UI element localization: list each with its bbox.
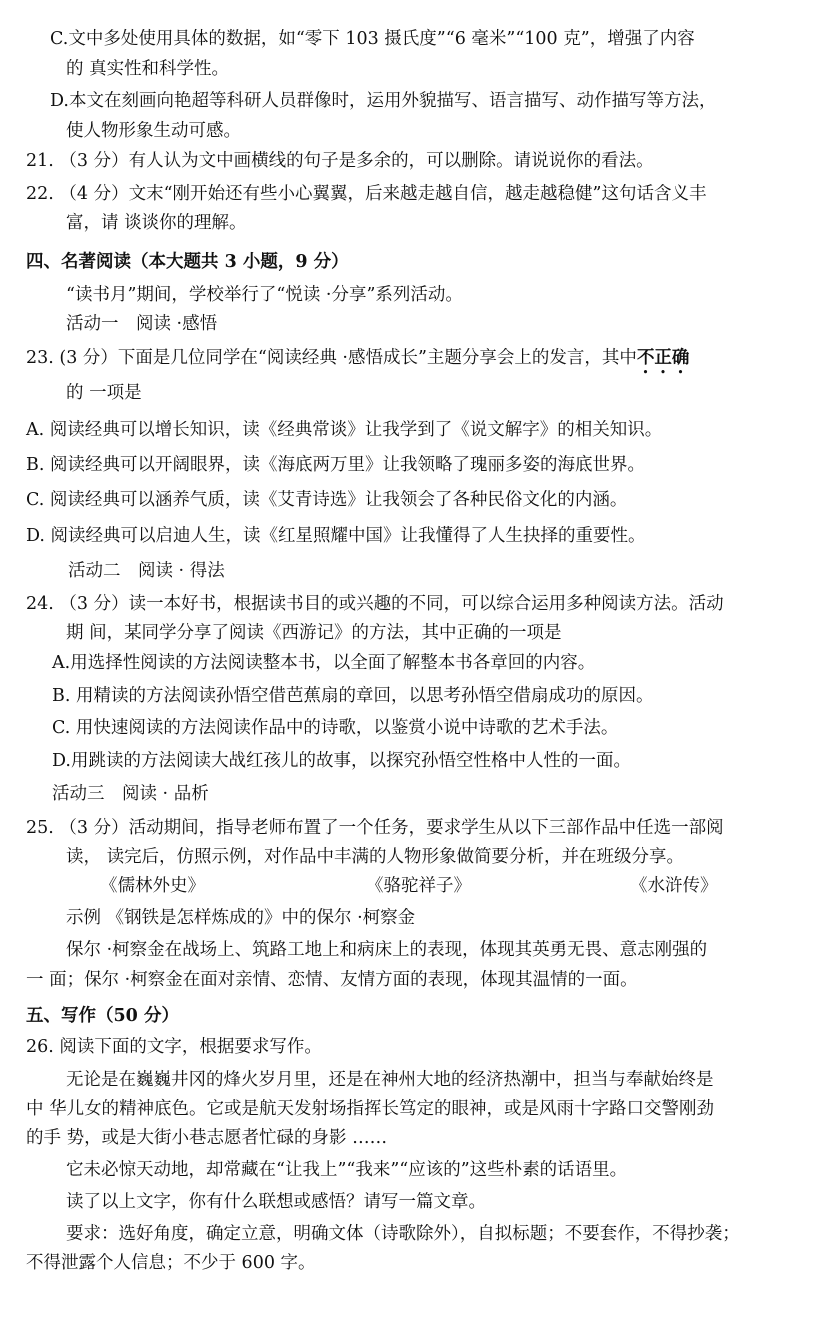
question-24-option-b: B. 用精读的方法阅读孙悟空借芭蕉扇的章回，以思考孙悟空借扇成功的原因。 — [52, 686, 654, 706]
q20-option-c-line2: 的 真实性和科学性。 — [66, 59, 230, 79]
question-26-requirements-line2: 不得泄露个人信息；不少于 600 字。 — [26, 1253, 316, 1273]
question-23-line1 — [26, 346, 689, 378]
question-24-line1: 24. （3 分）读一本好书，根据读书目的或兴趣的不同，可以综合运用多种阅读方法。活动 — [26, 594, 724, 614]
question-24-option-c: C. 用快速阅读的方法阅读作品中的诗歌，以鉴赏小说中诗歌的艺术手法。 — [52, 718, 619, 738]
section-4-intro: “读书月”期间，学校举行了“悦读 ·分享”系列活动。 — [66, 285, 463, 305]
question-23-option-d: D. 阅读经典可以启迪人生，读《红星照耀中国》让我懂得了人生抉择的重要性。 — [26, 526, 646, 546]
question-25-analysis-line2: 一 面；保尔 ·柯察金在面对亲情、恋情、友情方面的表现，体现其温情的一面。 — [26, 970, 638, 990]
question-22-line2: 富，请 谈谈你的理解。 — [66, 213, 247, 233]
question-23-stem: 23. (3 分）下面是几位同学在“阅读经典 ·感悟成长”主题分享会上的发言，其中 — [26, 348, 637, 368]
question-25-analysis-line1: 保尔 ·柯察金在战场上、筑路工地上和病床上的表现，体现其英勇无畏、意志刚强的 — [66, 940, 708, 960]
question-22-line1: 22. （4 分）文末“刚开始还有些小心翼翼，后来越走越自信，越走越稳健”这句话含义丰 — [26, 184, 707, 204]
question-26-prompt-line2: 中 华儿女的精神底色。它或是航天发射场指挥长笃定的眼神，或是风雨十字路口交警刚劲 — [26, 1099, 715, 1119]
book-title-1: 《儒林外史》 — [100, 876, 205, 896]
question-23-line2: 的 一项是 — [66, 383, 142, 403]
question-26-prompt-p3: 读了以上文字，你有什么联想或感悟？请写一篇文章。 — [66, 1192, 486, 1212]
question-21: 21. （3 分）有人认为文中画横线的句子是多余的，可以删除。请说说你的看法。 — [26, 151, 654, 171]
book-title-3: 《水浒传》 — [630, 876, 718, 896]
section-4-title: 四、名著阅读（本大题共 3 小题，9 分） — [26, 252, 349, 272]
question-26-prompt-line1: 无论是在巍巍井冈的烽火岁月里，还是在神州大地的经济热潮中，担当与奉献始终是 — [66, 1070, 714, 1090]
activity-1-heading: 活动一 阅读 ·感悟 — [66, 314, 218, 334]
question-26-heading: 26. 阅读下面的文字，根据要求写作。 — [26, 1037, 322, 1057]
section-5-title: 五、写作（50 分） — [26, 1006, 179, 1026]
question-25-line2: 读， 读完后，仿照示例，对作品中丰满的人物形象做简要分析，并在班级分享。 — [66, 847, 685, 867]
question-23-emphasis: 不正确 — [636, 348, 690, 368]
question-23-option-c: C. 阅读经典可以涵养气质，读《艾青诗选》让我领会了各种民俗文化的内涵。 — [26, 490, 628, 510]
question-24-line2: 期 间，某同学分享了阅读《西游记》的方法，其中正确的一项是 — [66, 623, 562, 643]
question-23-option-b: B. 阅读经典可以开阔眼界，读《海底两万里》让我领略了瑰丽多姿的海底世界。 — [26, 455, 645, 475]
q20-option-d-line1: D.本文在刻画向艳超等科研人员群像时，运用外貌描写、语言描写、动作描写等方法， — [50, 91, 717, 111]
question-26-prompt-p2: 它未必惊天动地，却常藏在“让我上”“我来”“应该的”这些朴素的话语里。 — [66, 1160, 628, 1180]
question-24-option-a: A.用选择性阅读的方法阅读整本书，以全面了解整本书各章回的内容。 — [52, 653, 596, 673]
question-25-line1: 25. （3 分）活动期间，指导老师布置了一个任务，要求学生从以下三部作品中任选一部阅 — [26, 818, 724, 838]
question-26-prompt-line3: 的手 势，或是大街小巷志愿者忙碌的身影 …… — [26, 1128, 388, 1148]
question-26-requirements-line1: 要求：选好角度，确定立意，明确文体（诗歌除外），自拟标题；不要套作，不得抄袭； — [66, 1224, 740, 1244]
q20-option-c-line1: C.文中多处使用具体的数据，如“零下 103 摄氏度”“6 毫米”“100 克”，增强了内容 — [50, 29, 695, 49]
question-23-option-a: A. 阅读经典可以增长知识，读《经典常谈》让我学到了《说文解字》的相关知识。 — [26, 420, 663, 440]
q20-option-d-line2: 使人物形象生动可感。 — [66, 121, 241, 141]
activity-3-heading: 活动三 阅读 · 品析 — [52, 784, 209, 804]
question-24-option-d: D.用跳读的方法阅读大战红孩儿的故事，以探究孙悟空性格中人性的一面。 — [52, 751, 631, 771]
activity-2-heading: 活动二 阅读 · 得法 — [68, 561, 225, 581]
book-title-2: 《骆驼祥子》 — [366, 876, 471, 896]
question-25-example: 示例 《钢铁是怎样炼成的》中的保尔 ·柯察金 — [66, 908, 416, 928]
